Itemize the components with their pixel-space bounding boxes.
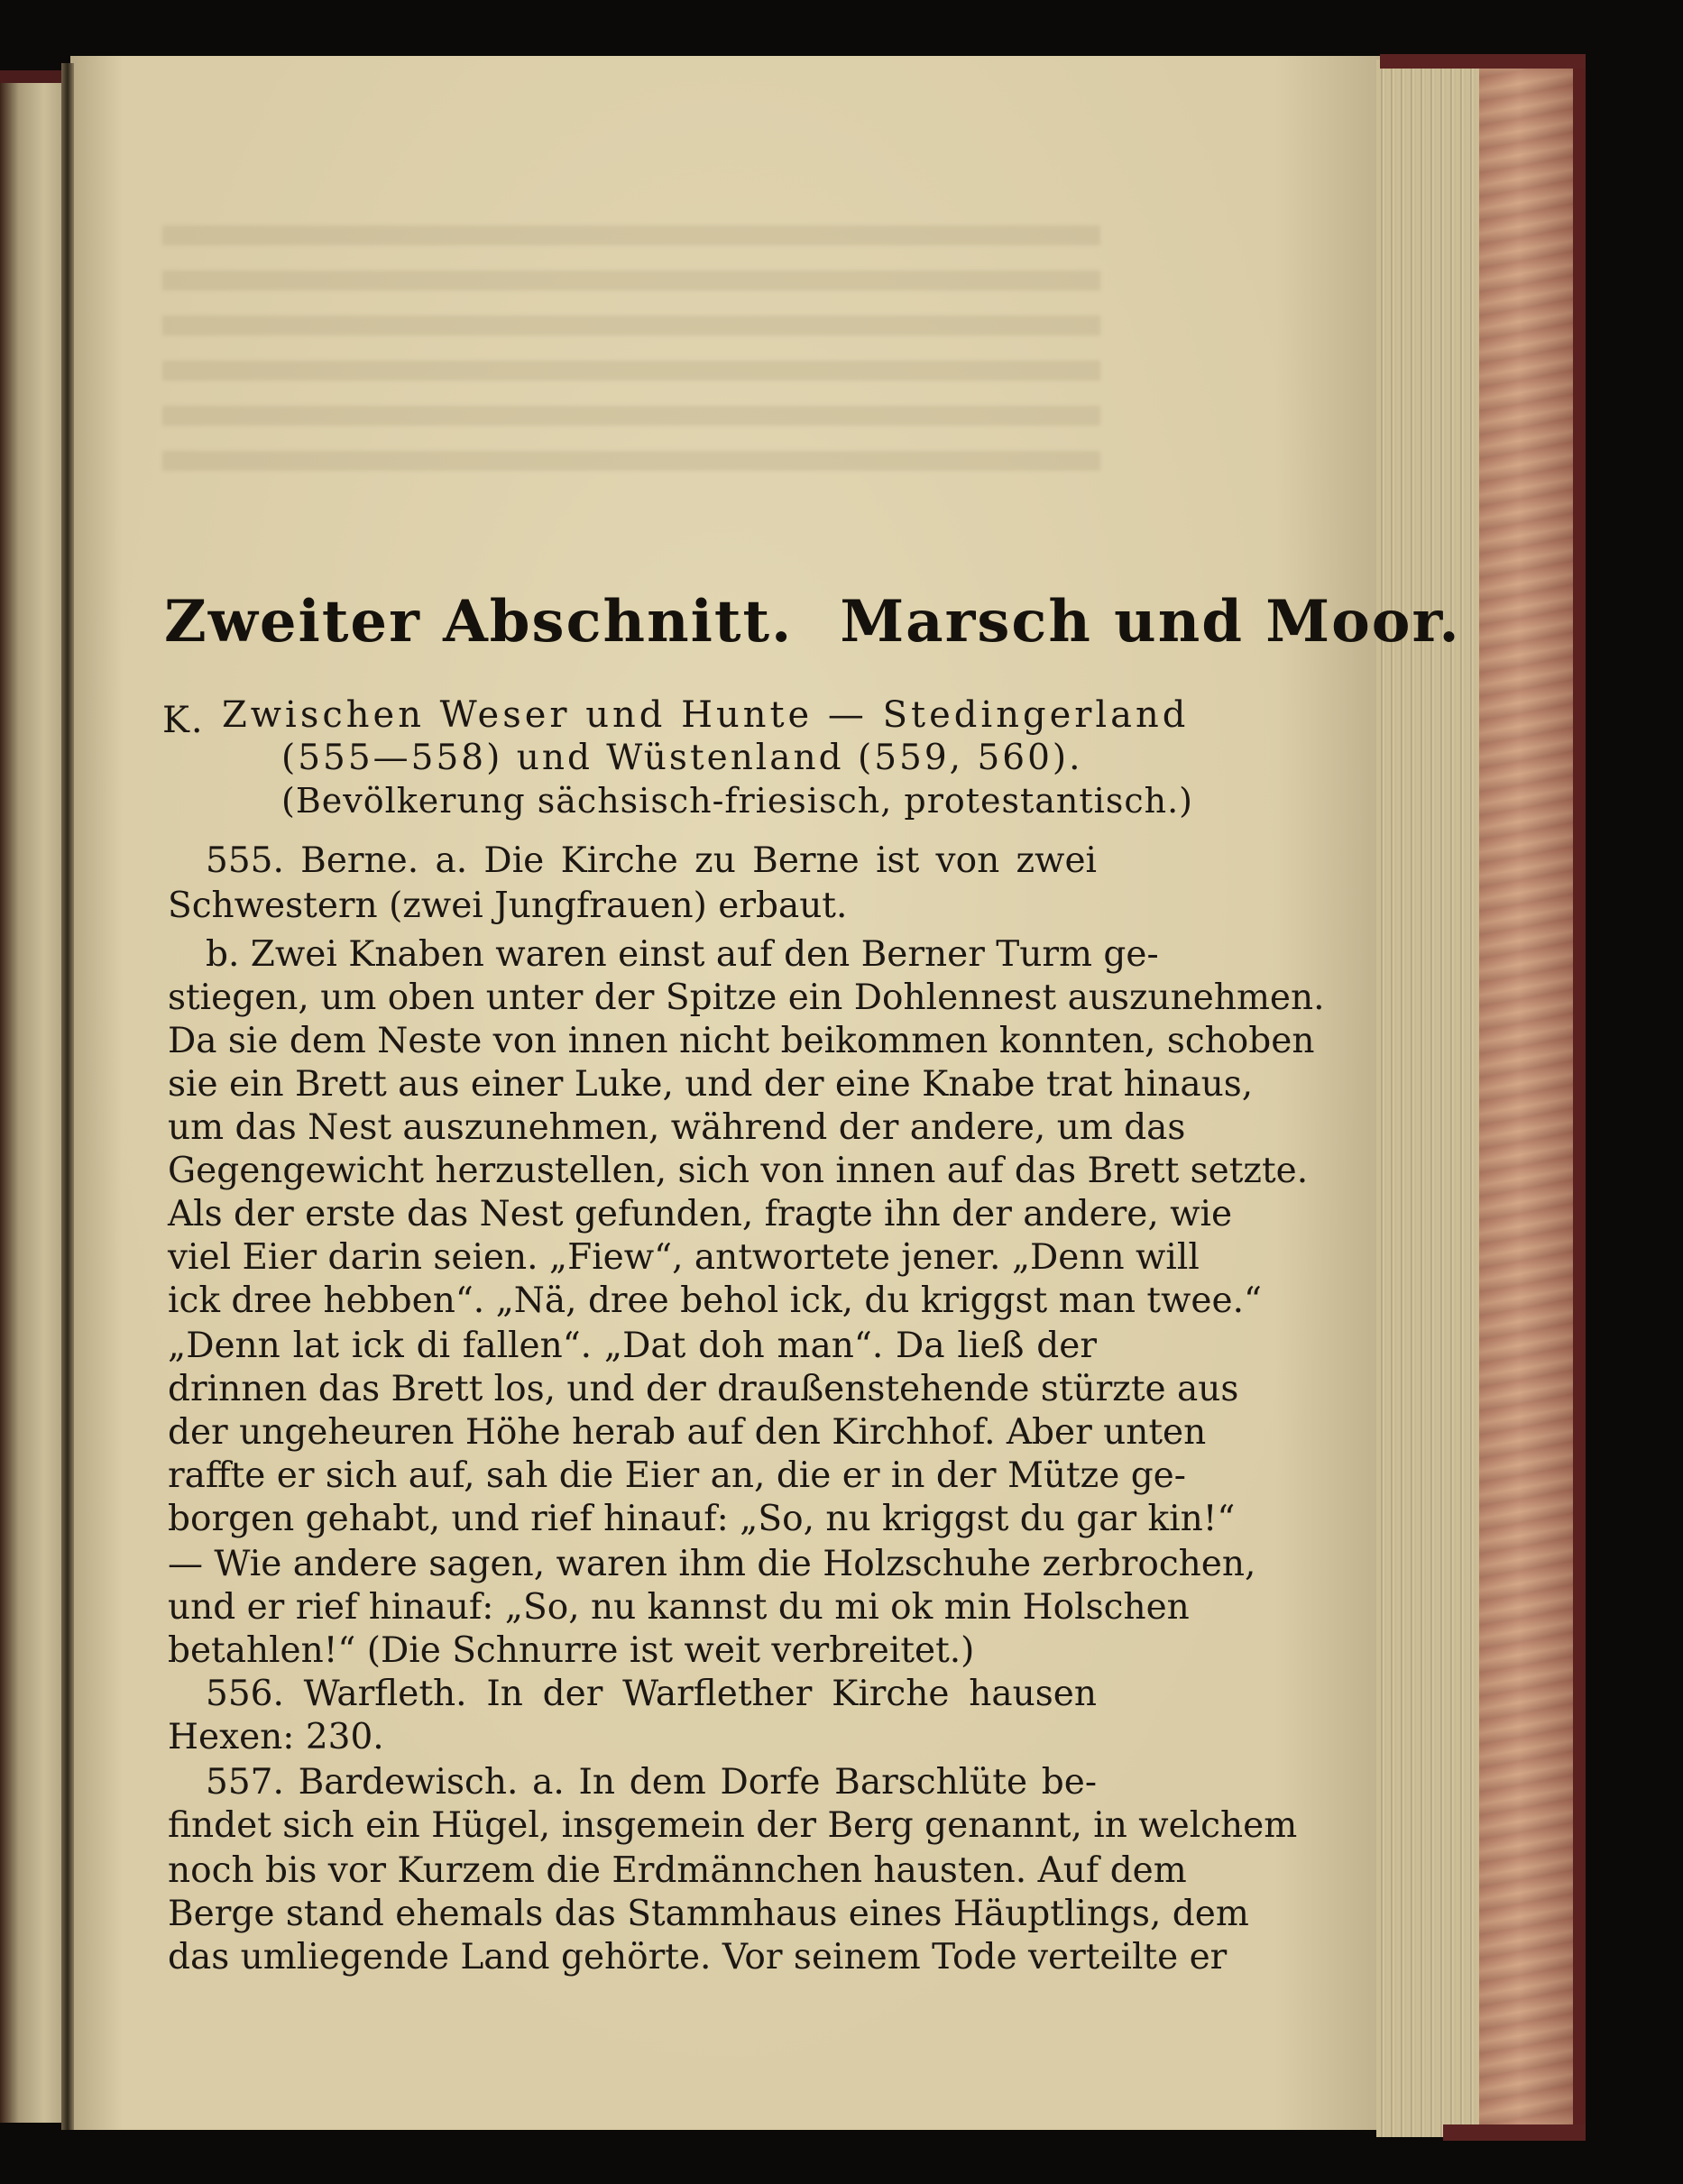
text-line: der ungeheuren Höhe herab auf den Kirchhof. Aber unten — [168, 1412, 1207, 1453]
page-stack-edge — [1376, 60, 1483, 2137]
text-line: sie ein Brett aus einer Luke, und der eine Knabe trat hinaus, — [168, 1064, 1254, 1105]
text-line: stiegen, um oben unter der Spitze ein Dohlennest auszunehmen. — [168, 977, 1325, 1018]
text-line: drinnen das Brett los, und der draußenstehende stürzte aus — [168, 1369, 1239, 1409]
text-line: um das Nest auszunehmen, während der andere, um das — [168, 1107, 1186, 1148]
text-line: das umliegende Land gehörte. Vor seinem Tode verteilte er — [168, 1937, 1228, 1978]
text-line: 556. Warfleth. In der Warflether Kirche hausen — [206, 1674, 1097, 1714]
chapter-heading-part2: Marsch und Moor. — [840, 588, 1461, 656]
text-line: 557. Bardewisch. a. In dem Dorfe Barschlüte be- — [206, 1762, 1097, 1803]
section-subtitle: (Bevölkerung sächsisch-friesisch, protestantisch.) — [281, 781, 1193, 821]
text-line: b. Zwei Knaben waren einst auf den Berner Turm ge- — [206, 934, 1159, 975]
section-letter: K. — [162, 700, 205, 741]
section-title-line1: Zwischen Weser und Hunte — Stedingerland — [222, 694, 1190, 736]
text-line: betahlen!“ (Die Schnurre ist weit verbreitet.) — [168, 1630, 975, 1671]
left-page-edge — [0, 83, 63, 2123]
text-line: borgen gehabt, und rief hinauf: „So, nu kriggst du gar kin!“ — [168, 1499, 1236, 1539]
marbled-cover-edge — [1479, 54, 1578, 2139]
text-line: — Wie andere sagen, waren ihm die Holzschuhe zerbrochen, — [168, 1544, 1256, 1584]
text-line: Schwestern (zwei Jungfrauen) erbaut. — [168, 886, 848, 926]
text-line: Berge stand ehemals das Stammhaus eines Häuptlings, dem — [168, 1894, 1249, 1934]
text-line: ick dree hebben“. „Nä, dree behol ick, du kriggst man twee.“ — [168, 1280, 1262, 1321]
cover-top-edge — [1380, 54, 1586, 69]
text-line: und er rief hinauf: „So, nu kannst du mi ok min Holschen — [168, 1587, 1190, 1628]
text-line: Als der erste das Nest gefunden, fragte ihn der andere, wie — [168, 1194, 1233, 1234]
text-line: Hexen: 230. — [168, 1717, 384, 1757]
book-gutter — [61, 63, 74, 2130]
text-line: raffte er sich auf, sah die Eier an, die er in der Mütze ge- — [168, 1455, 1186, 1496]
section-title-line2: (555—558) und Wüstenland (559, 560). — [281, 738, 1083, 778]
text-line: noch bis vor Kurzem die Erdmännchen hausten. Auf dem — [168, 1850, 1187, 1891]
text-line: viel Eier darin seien. „Fiew“, antwortete jener. „Denn will — [168, 1237, 1200, 1278]
cover-spine-edge — [1573, 54, 1586, 2139]
text-line: findet sich ein Hügel, insgemein der Berg genannt, in welchem — [168, 1805, 1298, 1846]
show-through-text — [162, 225, 1100, 496]
text-line: „Denn lat ick di fallen“. „Dat doh man“. Da ließ der — [168, 1326, 1097, 1366]
chapter-heading — [164, 588, 1461, 656]
chapter-heading-part1: Zweiter Abschnitt. — [164, 588, 794, 656]
text-line: Da sie dem Neste von innen nicht beikommen konnten, schoben — [168, 1021, 1315, 1061]
text-line: 555. Berne. a. Die Kirche zu Berne ist von zwei — [206, 840, 1097, 881]
text-line: Gegengewicht herzustellen, sich von innen auf das Brett setzte. — [168, 1151, 1309, 1191]
cover-bottom-edge — [1443, 2124, 1586, 2141]
